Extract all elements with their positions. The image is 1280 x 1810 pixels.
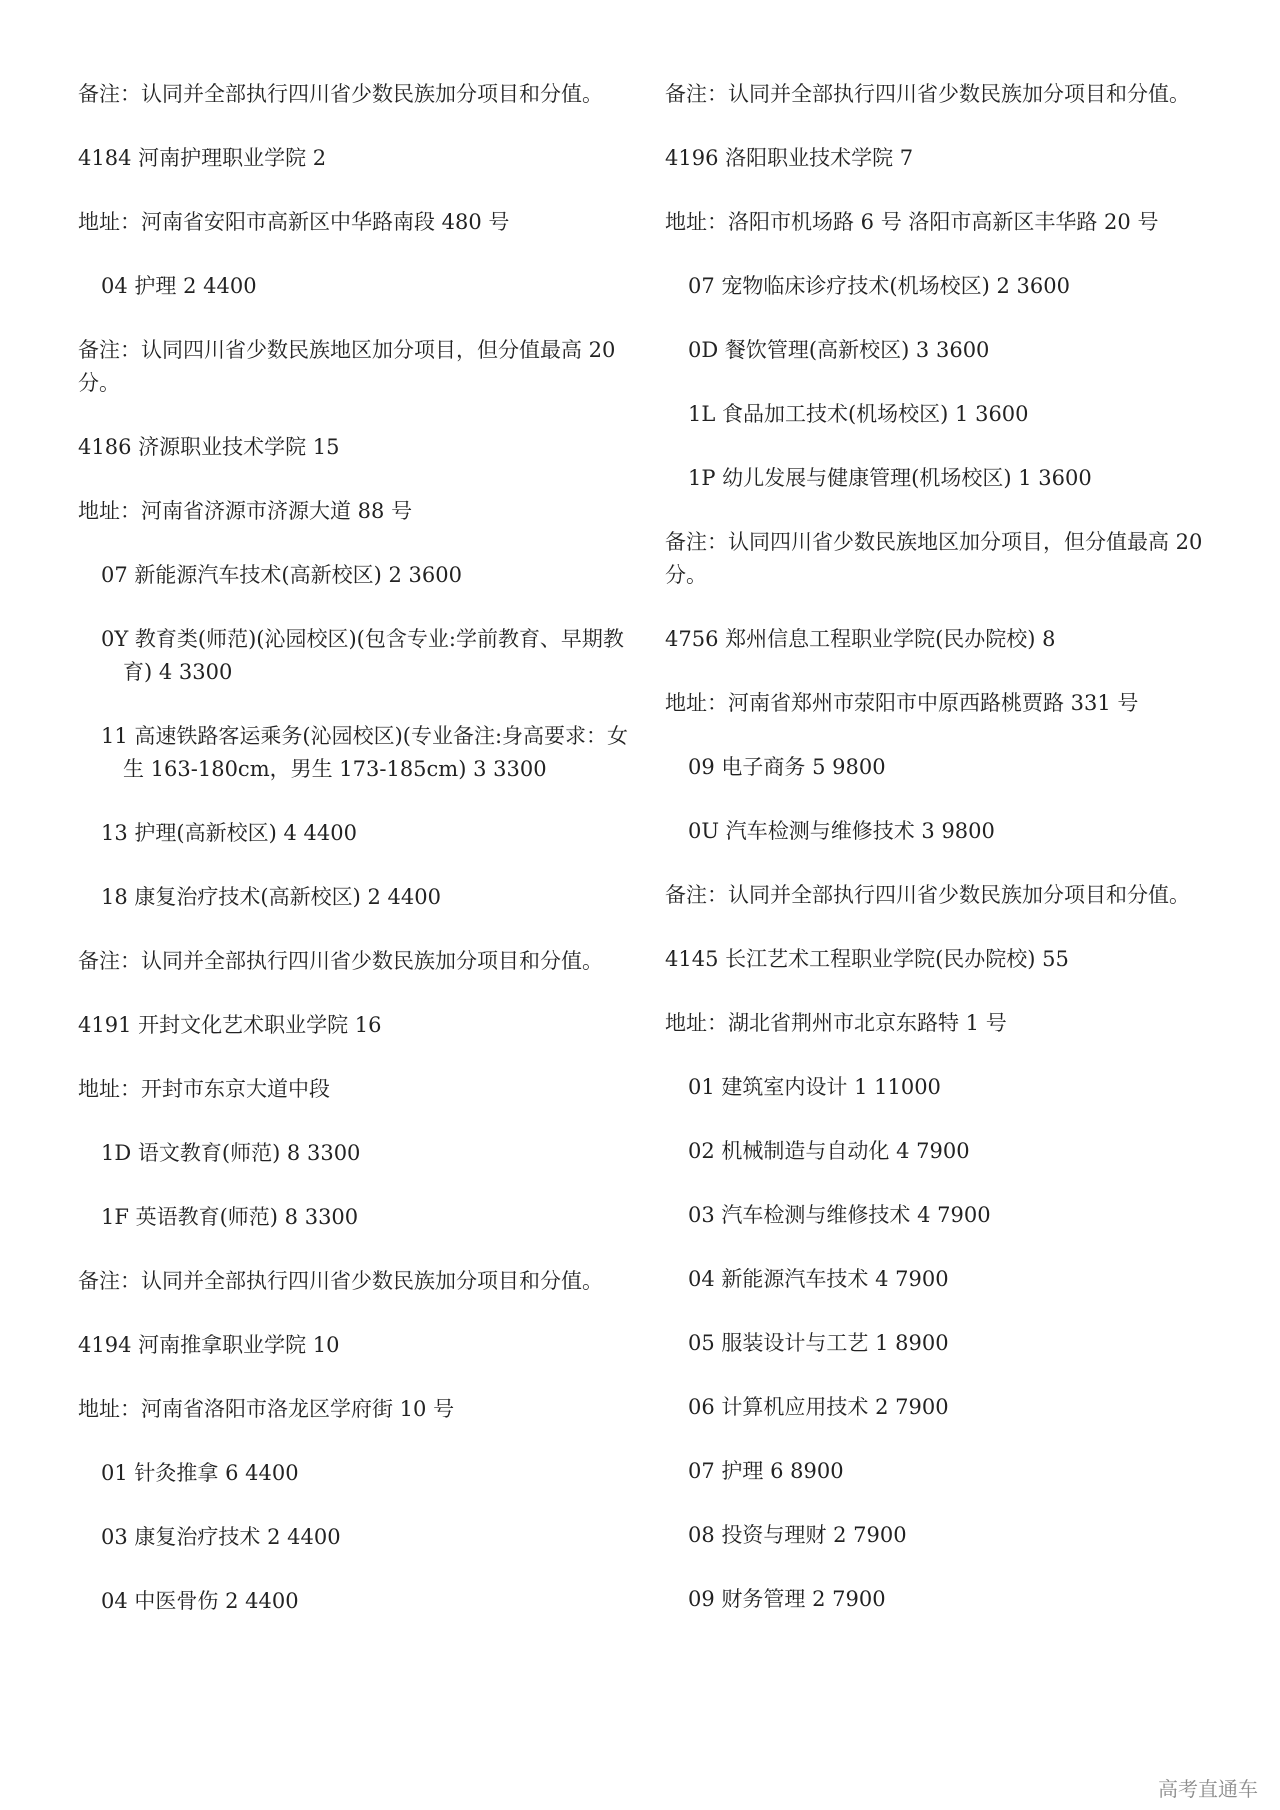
address-line: 地址：开封市东京大道中段	[78, 1077, 330, 1101]
major-entry: 04 中医骨伤 2 4400	[101, 1589, 299, 1613]
major-entry: 08 投资与理财 2 7900	[688, 1523, 907, 1547]
major-entry: 1P 幼儿发展与健康管理(机场校区) 1 3600	[688, 466, 1092, 490]
address-line: 地址：河南省安阳市高新区中华路南段 480 号	[78, 210, 510, 234]
school-heading: 4756 郑州信息工程职业学院(民办院校) 8	[665, 627, 1056, 651]
school-heading: 4184 河南护理职业学院 2	[78, 146, 327, 170]
major-entry: 1L 食品加工技术(机场校区) 1 3600	[688, 402, 1029, 426]
address-line: 地址：河南省洛阳市洛龙区学府街 10 号	[78, 1397, 455, 1421]
right-column	[665, 78, 1225, 1647]
major-entry: 05 服装设计与工艺 1 8900	[688, 1331, 949, 1355]
major-entry: 03 汽车检测与维修技术 4 7900	[688, 1203, 991, 1227]
address-line: 地址：洛阳市机场路 6 号 洛阳市高新区丰华路 20 号	[665, 210, 1159, 234]
major-entry: 01 建筑室内设计 1 11000	[688, 1075, 941, 1099]
major-entry: 11 高速铁路客运乘务(沁园校区)(专业备注:身高要求：女生 163-180cm，男生 173-185cm) 3 3300	[101, 724, 629, 781]
note-paragraph: 备注：认同四川省少数民族地区加分项目，但分值最高 20 分。	[665, 530, 1203, 587]
major-entry: 0D 餐饮管理(高新校区) 3 3600	[688, 338, 990, 362]
major-entry: 07 护理 6 8900	[688, 1459, 844, 1483]
note-paragraph: 备注：认同并全部执行四川省少数民族加分项目和分值。	[78, 1269, 603, 1293]
address-line: 地址：河南省郑州市荥阳市中原西路桃贾路 331 号	[665, 691, 1139, 715]
major-entry: 03 康复治疗技术 2 4400	[101, 1525, 341, 1549]
note-paragraph: 备注：认同并全部执行四川省少数民族加分项目和分值。	[78, 82, 603, 106]
school-heading: 4186 济源职业技术学院 15	[78, 435, 340, 459]
major-entry: 04 护理 2 4400	[101, 274, 257, 298]
school-heading: 4191 开封文化艺术职业学院 16	[78, 1013, 382, 1037]
major-entry: 01 针灸推拿 6 4400	[101, 1461, 299, 1485]
address-line: 地址：河南省济源市济源大道 88 号	[78, 499, 413, 523]
major-entry: 04 新能源汽车技术 4 7900	[688, 1267, 949, 1291]
school-heading: 4196 洛阳职业技术学院 7	[665, 146, 914, 170]
major-entry: 18 康复治疗技术(高新校区) 2 4400	[101, 885, 441, 909]
major-entry: 02 机械制造与自动化 4 7900	[688, 1139, 970, 1163]
major-entry: 07 宠物临床诊疗技术(机场校区) 2 3600	[688, 274, 1070, 298]
major-entry: 13 护理(高新校区) 4 4400	[101, 821, 357, 845]
major-entry: 0Y 教育类(师范)(沁园校区)(包含专业:学前教育、早期教育) 4 3300	[101, 627, 624, 684]
note-paragraph: 备注：认同并全部执行四川省少数民族加分项目和分值。	[665, 82, 1190, 106]
major-entry: 0U 汽车检测与维修技术 3 9800	[688, 819, 995, 843]
address-line: 地址：湖北省荆州市北京东路特 1 号	[665, 1011, 1007, 1035]
major-entry: 06 计算机应用技术 2 7900	[688, 1395, 949, 1419]
note-paragraph: 备注：认同并全部执行四川省少数民族加分项目和分值。	[665, 883, 1190, 907]
school-heading: 4145 长江艺术工程职业学院(民办院校) 55	[665, 947, 1069, 971]
major-entry: 09 财务管理 2 7900	[688, 1587, 886, 1611]
left-column	[78, 78, 638, 1649]
major-entry: 1D 语文教育(师范) 8 3300	[101, 1141, 361, 1165]
note-paragraph: 备注：认同并全部执行四川省少数民族加分项目和分值。	[78, 949, 603, 973]
note-paragraph: 备注：认同四川省少数民族地区加分项目，但分值最高 20 分。	[78, 338, 616, 395]
major-entry: 1F 英语教育(师范) 8 3300	[101, 1205, 359, 1229]
school-heading: 4194 河南推拿职业学院 10	[78, 1333, 340, 1357]
watermark-text: 高考直通车	[1158, 1777, 1258, 1801]
major-entry: 09 电子商务 5 9800	[688, 755, 886, 779]
major-entry: 07 新能源汽车技术(高新校区) 2 3600	[101, 563, 462, 587]
